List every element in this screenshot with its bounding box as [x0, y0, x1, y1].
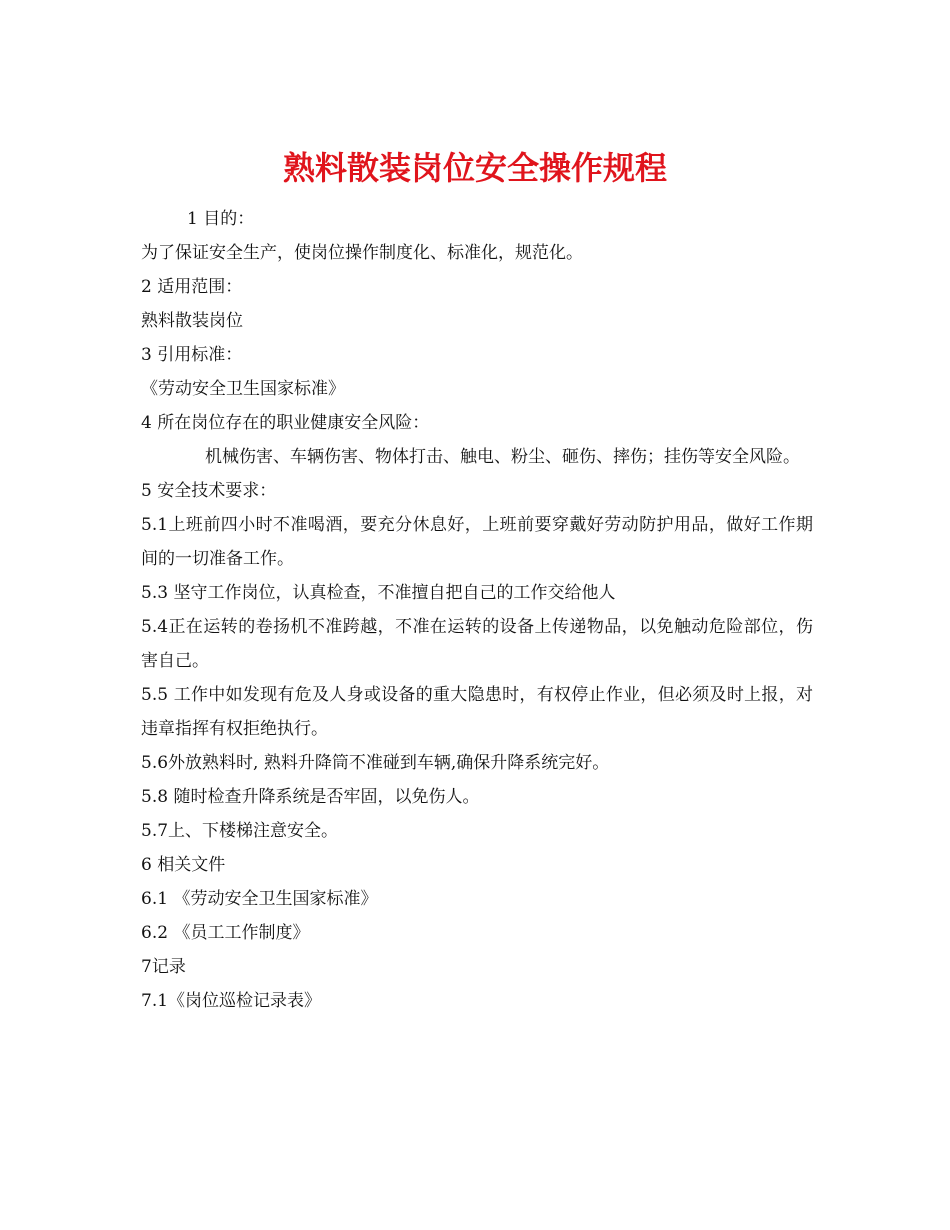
requirement-5-3: 5.3 坚守工作岗位，认真检查，不准擅自把自己的工作交给他人 — [141, 583, 616, 603]
section-heading-requirements: 5 安全技术要求： — [141, 481, 277, 501]
paragraph-purpose: 为了保证安全生产，使岗位操作制度化、标准化，规范化。 — [141, 243, 583, 263]
requirement-5-7: 5.7上、下楼梯注意安全。 — [141, 821, 339, 841]
requirement-5-8: 5.8 随时检查升降系统是否牢固，以免伤人。 — [141, 787, 480, 807]
requirement-5-4: 5.4正在运转的卷扬机不准跨越，不准在运转的设备上传递物品，以免触动危险部位，伤害自己。 — [141, 617, 813, 671]
related-document-6-1: 6.1 《劳动安全卫生国家标准》 — [141, 889, 378, 909]
page-title: 熟料散装岗位安全操作规程 — [282, 149, 667, 188]
paragraph-scope: 熟料散装岗位 — [141, 311, 243, 331]
section-heading-scope: 2 适用范围： — [141, 277, 243, 297]
requirement-5-1: 5.1上班前四小时不准喝酒，要充分休息好，上班前要穿戴好劳动防护用品，做好工作期间的一切准备工作。 — [141, 515, 813, 569]
record-7-1: 7.1《岗位巡检记录表》 — [141, 991, 322, 1011]
document-body — [141, 202, 813, 1018]
section-heading-related-documents: 6 相关文件 — [141, 855, 226, 875]
paragraph-risks: 机械伤害、车辆伤害、物体打击、触电、粉尘、砸伤、摔伤；挂伤等安全风险。 — [205, 447, 800, 467]
section-heading-records: 7记录 — [141, 957, 186, 977]
requirement-5-5: 5.5 工作中如发现有危及人身或设备的重大隐患时，有权停止作业，但必须及时上报，对违章指挥有权拒绝执行。 — [141, 685, 813, 739]
requirement-5-6: 5.6外放熟料时, 熟料升降筒不准碰到车辆,确保升降系统完好。 — [141, 753, 610, 773]
section-heading-purpose: 1 目的： — [187, 209, 255, 229]
section-heading-standards: 3 引用标准： — [141, 345, 243, 365]
related-document-6-2: 6.2 《员工工作制度》 — [141, 923, 310, 943]
paragraph-standards: 《劳动安全卫生国家标准》 — [141, 379, 345, 399]
section-heading-risks: 4 所在岗位存在的职业健康安全风险： — [141, 413, 430, 433]
